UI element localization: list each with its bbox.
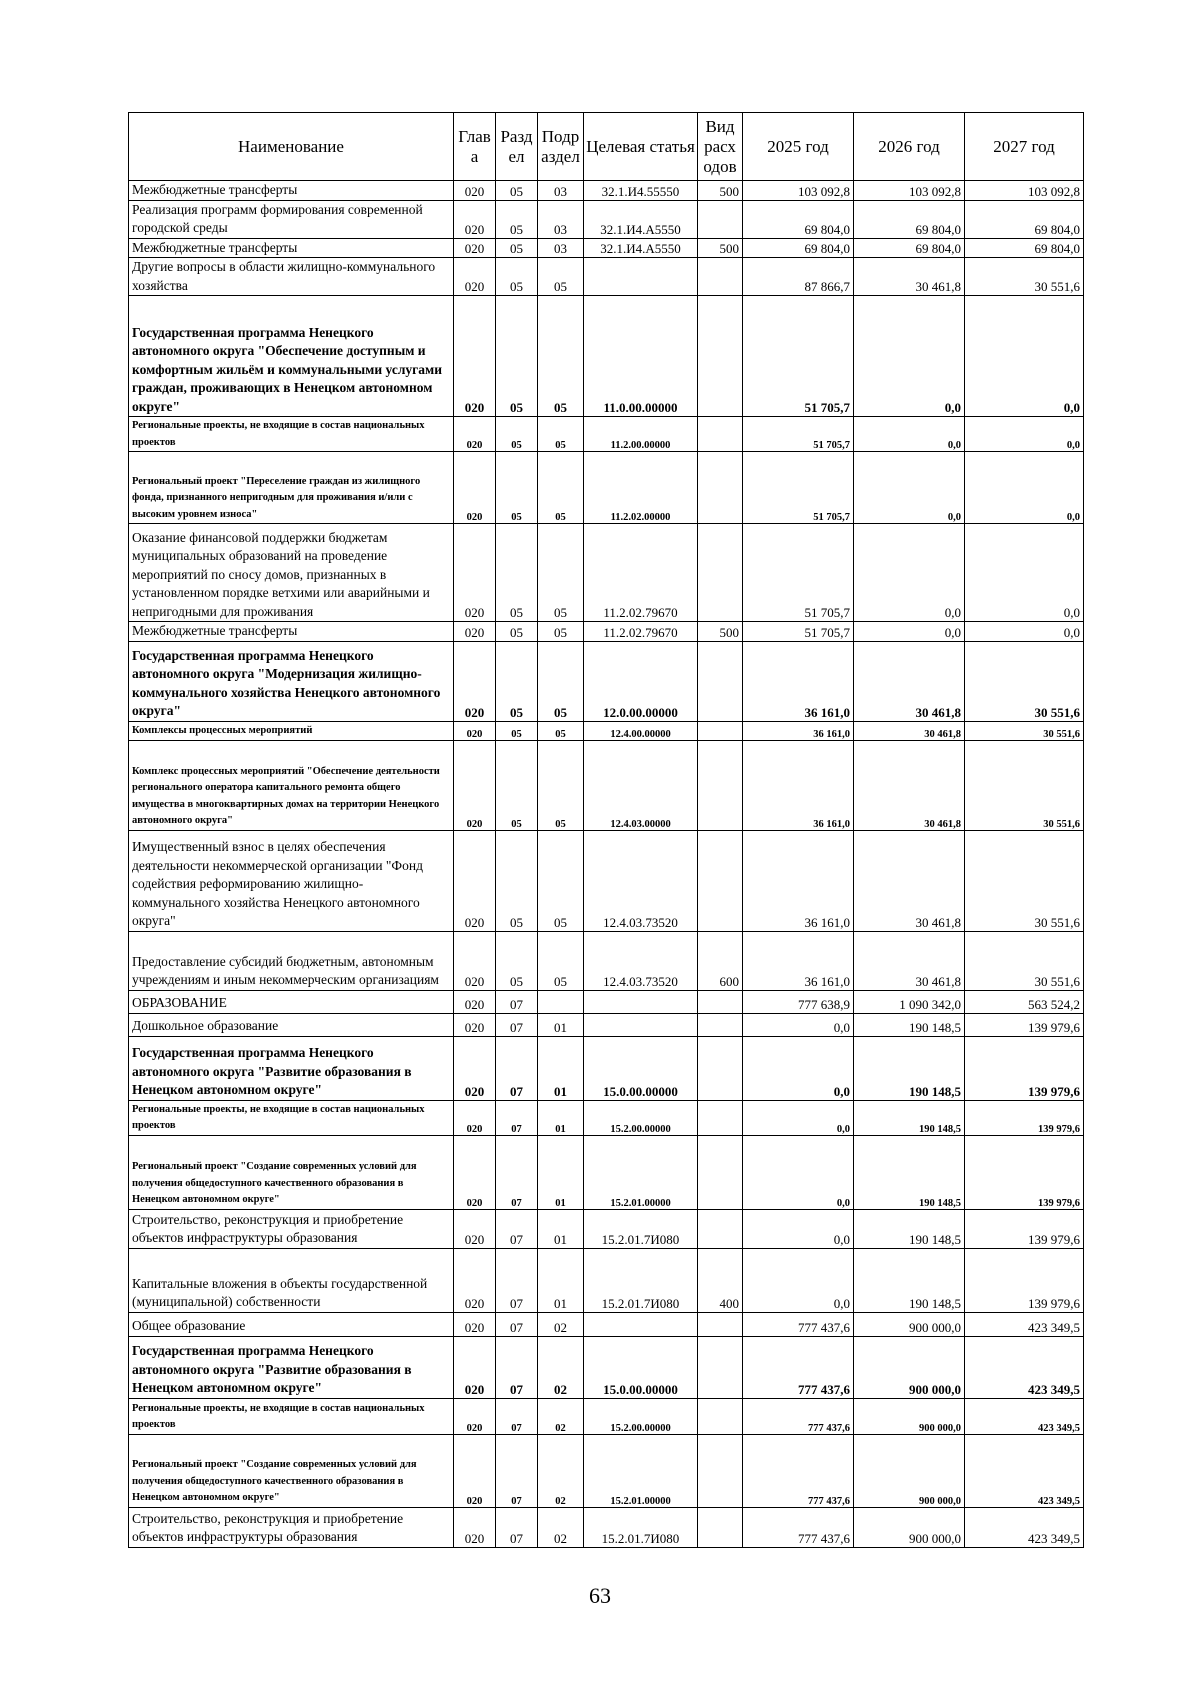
row-2027: 103 092,8 — [965, 181, 1084, 201]
row-2027: 30 551,6 — [965, 830, 1084, 931]
row-kind — [698, 296, 743, 417]
row-section: 05 — [496, 641, 538, 721]
row-2027: 139 979,6 — [965, 1013, 1084, 1036]
row-target: 11.2.02.00000 — [584, 452, 698, 524]
row-chapter: 020 — [454, 258, 496, 296]
row-kind — [698, 1398, 743, 1434]
row-subsection: 05 — [538, 622, 584, 642]
row-2025: 777 638,9 — [743, 990, 854, 1013]
row-target: 11.2.02.79670 — [584, 524, 698, 622]
row-name: Государственная программа Ненецкого автономного округа "Развитие образования в Ненецком автономном округе" — [129, 1036, 454, 1100]
row-2025: 51 705,7 — [743, 622, 854, 642]
row-target — [584, 990, 698, 1013]
row-2027: 423 349,5 — [965, 1398, 1084, 1434]
table-row — [129, 721, 1084, 740]
row-name: Другие вопросы в области жилищно-коммунального хозяйства — [129, 258, 454, 296]
row-name: Комплекс процессных мероприятий "Обеспечение деятельности регионального оператора капитального ремонта общего имущества в многоквартирных домах на территории Ненецкого автономного округа" — [129, 740, 454, 830]
row-kind — [698, 200, 743, 238]
page-number: 63 — [589, 1583, 611, 1608]
row-2026: 190 148,5 — [854, 1036, 965, 1100]
row-2026: 900 000,0 — [854, 1398, 965, 1434]
row-2025: 0,0 — [743, 1100, 854, 1135]
table-row — [129, 238, 1084, 258]
table-row — [129, 200, 1084, 238]
row-section: 05 — [496, 181, 538, 201]
row-name: Предоставление субсидий бюджетным, автономным учреждениям и иным некоммерческим организациям — [129, 931, 454, 990]
row-target: 15.2.00.00000 — [584, 1100, 698, 1135]
row-kind — [698, 641, 743, 721]
row-2027: 423 349,5 — [965, 1312, 1084, 1336]
row-name: Государственная программа Ненецкого автономного округа "Обеспечение доступным и комфортным жильём и коммунальными услугами граждан, проживающих в Ненецком автономном округе" — [129, 296, 454, 417]
row-2027: 0,0 — [965, 452, 1084, 524]
row-2026: 0,0 — [854, 622, 965, 642]
table-row — [129, 181, 1084, 201]
table-row — [129, 641, 1084, 721]
row-name: Межбюджетные трансферты — [129, 181, 454, 201]
row-2026: 900 000,0 — [854, 1312, 965, 1336]
row-chapter: 020 — [454, 1507, 496, 1547]
row-kind: 400 — [698, 1248, 743, 1312]
row-target: 15.0.00.00000 — [584, 1036, 698, 1100]
row-kind — [698, 830, 743, 931]
row-kind — [698, 452, 743, 524]
row-chapter: 020 — [454, 296, 496, 417]
header-section: Разд ел — [496, 113, 538, 181]
table-row — [129, 1312, 1084, 1336]
row-section: 07 — [496, 1312, 538, 1336]
table-row — [129, 830, 1084, 931]
row-name: ОБРАЗОВАНИЕ — [129, 990, 454, 1013]
row-section: 05 — [496, 452, 538, 524]
row-chapter: 020 — [454, 524, 496, 622]
row-subsection: 01 — [538, 1013, 584, 1036]
row-2025: 51 705,7 — [743, 452, 854, 524]
row-chapter: 020 — [454, 931, 496, 990]
row-2027: 423 349,5 — [965, 1434, 1084, 1507]
row-chapter: 020 — [454, 830, 496, 931]
table-row — [129, 1135, 1084, 1209]
row-target: 32.1.И4.А5550 — [584, 238, 698, 258]
row-name: Общее образование — [129, 1312, 454, 1336]
row-2025: 69 804,0 — [743, 238, 854, 258]
row-2025: 777 437,6 — [743, 1507, 854, 1547]
row-target: 12.0.00.00000 — [584, 641, 698, 721]
row-subsection: 05 — [538, 258, 584, 296]
row-2026: 900 000,0 — [854, 1434, 965, 1507]
row-name: Государственная программа Ненецкого автономного округа "Развитие образования в Ненецком автономном округе" — [129, 1336, 454, 1398]
row-name: Государственная программа Ненецкого автономного округа "Модернизация жилищно-коммунального хозяйства Ненецкого автономного округа" — [129, 641, 454, 721]
row-chapter: 020 — [454, 1209, 496, 1248]
row-kind — [698, 1100, 743, 1135]
row-chapter: 020 — [454, 452, 496, 524]
row-kind — [698, 1209, 743, 1248]
row-2026: 30 461,8 — [854, 740, 965, 830]
row-2025: 36 161,0 — [743, 931, 854, 990]
row-2026: 190 148,5 — [854, 1209, 965, 1248]
row-2025: 0,0 — [743, 1135, 854, 1209]
table-row — [129, 1434, 1084, 1507]
table-row — [129, 622, 1084, 642]
row-kind — [698, 990, 743, 1013]
row-target: 15.0.00.00000 — [584, 1336, 698, 1398]
row-subsection: 01 — [538, 1135, 584, 1209]
row-name: Региональный проект "Переселение граждан из жилищного фонда, признанного непригодным для проживания и/или с высоким уровнем износа" — [129, 452, 454, 524]
row-section: 05 — [496, 258, 538, 296]
row-name: Строительство, реконструкция и приобретение объектов инфраструктуры образования — [129, 1507, 454, 1547]
row-2027: 423 349,5 — [965, 1507, 1084, 1547]
row-2026: 190 148,5 — [854, 1248, 965, 1312]
row-2027: 139 979,6 — [965, 1135, 1084, 1209]
row-2027: 30 551,6 — [965, 931, 1084, 990]
row-2026: 69 804,0 — [854, 238, 965, 258]
row-target: 32.1.И4.55550 — [584, 181, 698, 201]
row-2027: 0,0 — [965, 296, 1084, 417]
row-subsection: 03 — [538, 238, 584, 258]
row-2026: 190 148,5 — [854, 1135, 965, 1209]
row-target — [584, 258, 698, 296]
row-chapter: 020 — [454, 1336, 496, 1398]
row-target — [584, 1013, 698, 1036]
row-2027: 0,0 — [965, 524, 1084, 622]
row-name: Оказание финансовой поддержки бюджетам муниципальных образований на проведение мероприятий по сносу домов, признанных в установленном порядке ветхими или аварийными и непригодными для проживания — [129, 524, 454, 622]
row-subsection: 05 — [538, 931, 584, 990]
row-target: 12.4.03.73520 — [584, 830, 698, 931]
row-subsection: 01 — [538, 1209, 584, 1248]
row-2025: 0,0 — [743, 1036, 854, 1100]
row-2025: 36 161,0 — [743, 641, 854, 721]
row-kind: 500 — [698, 238, 743, 258]
row-2026: 0,0 — [854, 417, 965, 452]
row-subsection: 05 — [538, 524, 584, 622]
row-chapter: 020 — [454, 417, 496, 452]
row-2025: 69 804,0 — [743, 200, 854, 238]
row-kind — [698, 524, 743, 622]
row-section: 07 — [496, 1100, 538, 1135]
table-header-row — [129, 113, 1084, 181]
header-target: Целевая статья — [584, 113, 698, 181]
row-section: 07 — [496, 1336, 538, 1398]
row-subsection: 03 — [538, 181, 584, 201]
header-2025: 2025 год — [743, 113, 854, 181]
row-chapter: 020 — [454, 200, 496, 238]
row-2026: 69 804,0 — [854, 200, 965, 238]
row-2026: 0,0 — [854, 296, 965, 417]
row-2025: 51 705,7 — [743, 296, 854, 417]
row-section: 05 — [496, 830, 538, 931]
row-kind — [698, 1312, 743, 1336]
row-chapter: 020 — [454, 740, 496, 830]
row-subsection: 05 — [538, 296, 584, 417]
row-2025: 0,0 — [743, 1209, 854, 1248]
row-name: Дошкольное образование — [129, 1013, 454, 1036]
row-name: Межбюджетные трансферты — [129, 622, 454, 642]
row-kind — [698, 1434, 743, 1507]
row-subsection: 02 — [538, 1336, 584, 1398]
row-name: Региональные проекты, не входящие в состав национальных проектов — [129, 1398, 454, 1434]
table-row — [129, 990, 1084, 1013]
row-section: 05 — [496, 931, 538, 990]
row-kind — [698, 258, 743, 296]
row-subsection: 05 — [538, 641, 584, 721]
row-subsection: 01 — [538, 1248, 584, 1312]
row-2025: 777 437,6 — [743, 1434, 854, 1507]
row-subsection: 05 — [538, 452, 584, 524]
row-section: 07 — [496, 1036, 538, 1100]
row-kind — [698, 740, 743, 830]
row-2025: 36 161,0 — [743, 721, 854, 740]
header-2026: 2026 год — [854, 113, 965, 181]
row-chapter: 020 — [454, 990, 496, 1013]
row-section: 07 — [496, 1507, 538, 1547]
row-subsection — [538, 990, 584, 1013]
row-section: 05 — [496, 296, 538, 417]
row-section: 07 — [496, 1209, 538, 1248]
table-row — [129, 1209, 1084, 1248]
row-subsection: 05 — [538, 721, 584, 740]
row-target: 15.2.01.7И080 — [584, 1248, 698, 1312]
row-2025: 777 437,6 — [743, 1336, 854, 1398]
row-2027: 0,0 — [965, 622, 1084, 642]
row-chapter: 020 — [454, 1312, 496, 1336]
row-chapter: 020 — [454, 1100, 496, 1135]
budget-table — [128, 112, 1084, 1548]
row-target: 12.4.00.00000 — [584, 721, 698, 740]
row-2027: 30 551,6 — [965, 258, 1084, 296]
table-row — [129, 524, 1084, 622]
row-chapter: 020 — [454, 181, 496, 201]
row-target: 15.2.01.7И080 — [584, 1209, 698, 1248]
row-2025: 36 161,0 — [743, 740, 854, 830]
row-2025: 777 437,6 — [743, 1398, 854, 1434]
row-section: 05 — [496, 524, 538, 622]
header-chapter: Глав а — [454, 113, 496, 181]
row-2025: 0,0 — [743, 1248, 854, 1312]
row-kind — [698, 1013, 743, 1036]
row-2027: 30 551,6 — [965, 740, 1084, 830]
row-2025: 0,0 — [743, 1013, 854, 1036]
header-subsection: Подр аздел — [538, 113, 584, 181]
row-name: Строительство, реконструкция и приобретение объектов инфраструктуры образования — [129, 1209, 454, 1248]
row-chapter: 020 — [454, 238, 496, 258]
row-kind: 500 — [698, 181, 743, 201]
row-kind — [698, 417, 743, 452]
row-section: 05 — [496, 417, 538, 452]
row-target: 15.2.01.7И080 — [584, 1507, 698, 1547]
table-row — [129, 296, 1084, 417]
row-kind — [698, 1036, 743, 1100]
row-section: 07 — [496, 1398, 538, 1434]
row-2027: 139 979,6 — [965, 1036, 1084, 1100]
table-row — [129, 1336, 1084, 1398]
row-2026: 900 000,0 — [854, 1507, 965, 1547]
table-row — [129, 1507, 1084, 1547]
row-name: Региональный проект "Создание современных условий для получения общедоступного качественного образования в Ненецком автономном округе" — [129, 1135, 454, 1209]
row-target: 11.0.00.00000 — [584, 296, 698, 417]
row-2027: 139 979,6 — [965, 1248, 1084, 1312]
row-name: Капитальные вложения в объекты государственной (муниципальной) собственности — [129, 1248, 454, 1312]
row-section: 05 — [496, 740, 538, 830]
row-target: 15.2.01.00000 — [584, 1135, 698, 1209]
row-2026: 190 148,5 — [854, 1013, 965, 1036]
row-target: 11.2.02.79670 — [584, 622, 698, 642]
row-2025: 87 866,7 — [743, 258, 854, 296]
row-2025: 51 705,7 — [743, 417, 854, 452]
table-row — [129, 1398, 1084, 1434]
row-2027: 30 551,6 — [965, 641, 1084, 721]
row-name: Региональные проекты, не входящие в состав национальных проектов — [129, 1100, 454, 1135]
row-chapter: 020 — [454, 641, 496, 721]
table-row — [129, 258, 1084, 296]
row-2027: 139 979,6 — [965, 1209, 1084, 1248]
row-2025: 36 161,0 — [743, 830, 854, 931]
table-row — [129, 417, 1084, 452]
row-name: Региональные проекты, не входящие в состав национальных проектов — [129, 417, 454, 452]
table-row — [129, 740, 1084, 830]
row-subsection: 05 — [538, 830, 584, 931]
row-2026: 103 092,8 — [854, 181, 965, 201]
row-2027: 563 524,2 — [965, 990, 1084, 1013]
row-2027: 69 804,0 — [965, 200, 1084, 238]
row-target: 15.2.00.00000 — [584, 1398, 698, 1434]
row-2027: 423 349,5 — [965, 1336, 1084, 1398]
row-kind: 500 — [698, 622, 743, 642]
row-2026: 190 148,5 — [854, 1100, 965, 1135]
row-subsection: 02 — [538, 1507, 584, 1547]
row-2026: 30 461,8 — [854, 258, 965, 296]
row-target: 15.2.01.00000 — [584, 1434, 698, 1507]
row-section: 07 — [496, 1013, 538, 1036]
row-target: 32.1.И4.А5550 — [584, 200, 698, 238]
row-subsection: 03 — [538, 200, 584, 238]
row-subsection: 05 — [538, 417, 584, 452]
table-row — [129, 931, 1084, 990]
header-2027: 2027 год — [965, 113, 1084, 181]
row-chapter: 020 — [454, 1036, 496, 1100]
row-kind — [698, 1135, 743, 1209]
row-subsection: 01 — [538, 1036, 584, 1100]
table-row — [129, 1100, 1084, 1135]
row-section: 07 — [496, 990, 538, 1013]
row-subsection: 02 — [538, 1398, 584, 1434]
row-name: Региональный проект "Создание современных условий для получения общедоступного качественного образования в Ненецком автономном округе" — [129, 1434, 454, 1507]
row-name: Межбюджетные трансферты — [129, 238, 454, 258]
row-2026: 1 090 342,0 — [854, 990, 965, 1013]
row-section: 05 — [496, 721, 538, 740]
row-name: Реализация программ формирования современной городской среды — [129, 200, 454, 238]
row-2026: 0,0 — [854, 524, 965, 622]
row-2027: 139 979,6 — [965, 1100, 1084, 1135]
row-chapter: 020 — [454, 721, 496, 740]
row-subsection: 02 — [538, 1312, 584, 1336]
row-2027: 30 551,6 — [965, 721, 1084, 740]
row-2026: 900 000,0 — [854, 1336, 965, 1398]
row-2025: 103 092,8 — [743, 181, 854, 201]
row-chapter: 020 — [454, 1434, 496, 1507]
header-name: Наименование — [129, 113, 454, 181]
row-chapter: 020 — [454, 1398, 496, 1434]
table-row — [129, 452, 1084, 524]
row-chapter: 020 — [454, 1013, 496, 1036]
row-2026: 30 461,8 — [854, 830, 965, 931]
row-chapter: 020 — [454, 622, 496, 642]
table-row — [129, 1013, 1084, 1036]
row-subsection: 02 — [538, 1434, 584, 1507]
row-target — [584, 1312, 698, 1336]
header-kind: Вид расх одов — [698, 113, 743, 181]
row-2027: 0,0 — [965, 417, 1084, 452]
row-section: 05 — [496, 200, 538, 238]
row-kind — [698, 721, 743, 740]
row-name: Имущественный взнос в целях обеспечения деятельности некоммерческой организации "Фонд содействия реформированию жилищно-коммунального хозяйства Ненецкого автономного округа" — [129, 830, 454, 931]
row-2026: 30 461,8 — [854, 721, 965, 740]
row-section: 05 — [496, 238, 538, 258]
table-row — [129, 1036, 1084, 1100]
row-2025: 51 705,7 — [743, 524, 854, 622]
row-2026: 0,0 — [854, 452, 965, 524]
row-2026: 30 461,8 — [854, 931, 965, 990]
row-section: 07 — [496, 1434, 538, 1507]
row-section: 07 — [496, 1248, 538, 1312]
row-target: 12.4.03.00000 — [584, 740, 698, 830]
row-2026: 30 461,8 — [854, 641, 965, 721]
row-chapter: 020 — [454, 1248, 496, 1312]
table-row — [129, 1248, 1084, 1312]
row-kind — [698, 1507, 743, 1547]
row-target: 11.2.00.00000 — [584, 417, 698, 452]
row-chapter: 020 — [454, 1135, 496, 1209]
row-section: 05 — [496, 622, 538, 642]
row-target: 12.4.03.73520 — [584, 931, 698, 990]
row-subsection: 05 — [538, 740, 584, 830]
row-kind: 600 — [698, 931, 743, 990]
row-section: 07 — [496, 1135, 538, 1209]
row-name: Комплексы процессных мероприятий — [129, 721, 454, 740]
table-body — [129, 181, 1084, 1548]
row-2025: 777 437,6 — [743, 1312, 854, 1336]
row-2027: 69 804,0 — [965, 238, 1084, 258]
row-kind — [698, 1336, 743, 1398]
row-subsection: 01 — [538, 1100, 584, 1135]
